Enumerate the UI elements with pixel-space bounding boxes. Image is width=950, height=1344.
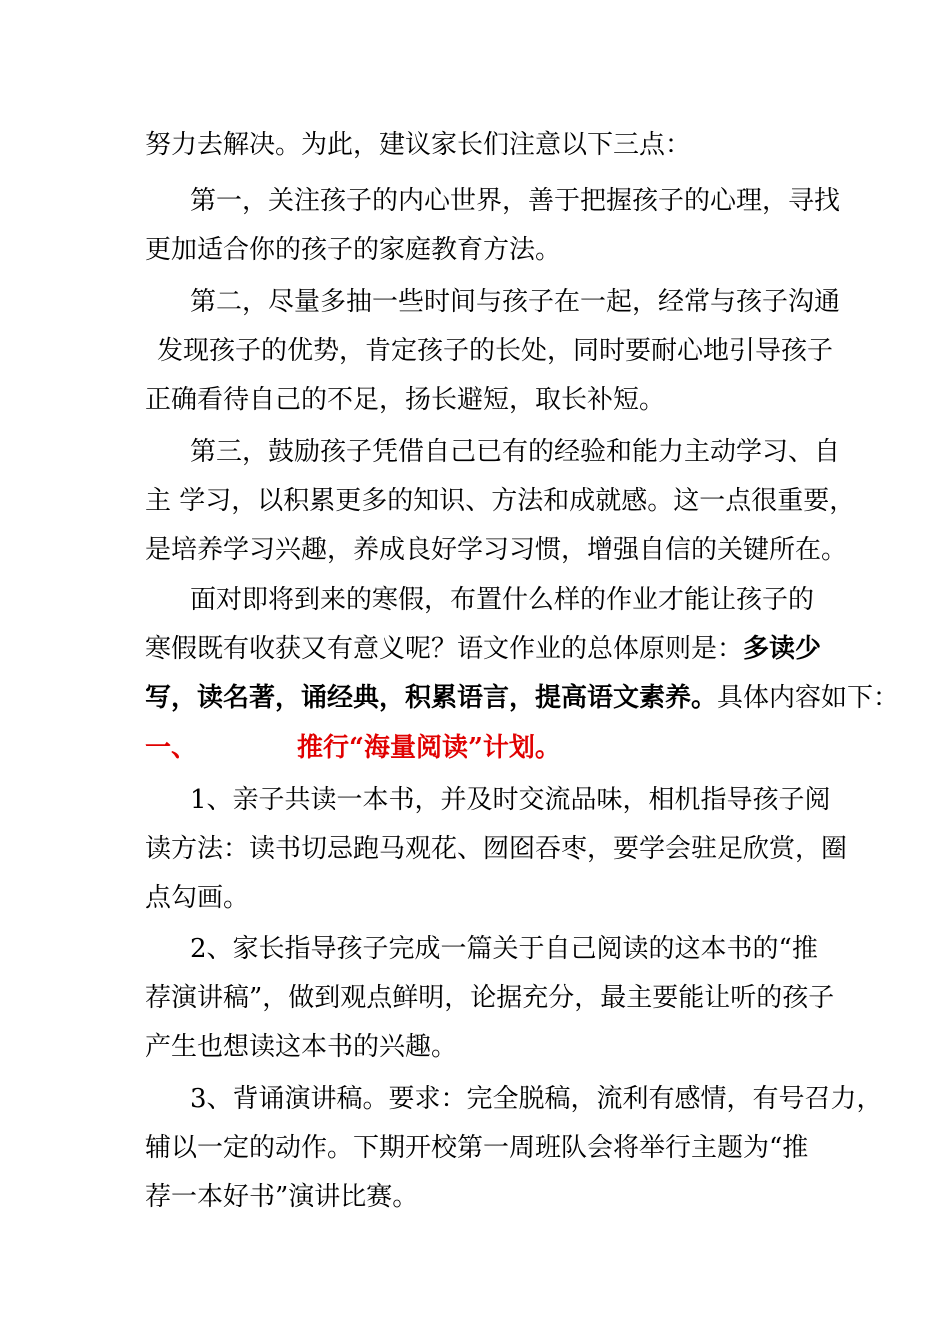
- paragraph-line: 读方法：读书切忌跑马观花、囫囵吞枣，要学会驻足欣赏，圈: [145, 834, 848, 864]
- paragraph-line: 3、背诵演讲稿。要求：完全脱稿，流利有感情，有号召力，: [190, 1084, 883, 1114]
- paragraph-line: 正确看待自己的不足，扬长避短，取长补短。: [145, 385, 666, 415]
- text-normal: 寒假既有收获又有意义呢？语文作业的总体原则是：: [145, 634, 744, 664]
- paragraph-line: 第一，关注孩子的内心世界，善于把握孩子的心理，寻找: [190, 186, 841, 216]
- paragraph-line: 2、家长指导孩子完成一篇关于自己阅读的这本书的“推: [190, 934, 818, 964]
- paragraph-line: 点勾画。: [145, 883, 250, 913]
- text-bold: 写，读名著，诵经典，积累语言，提高语文素养。: [145, 683, 718, 713]
- paragraph-line: 是培养学习兴趣，养成良好学习习惯，增强自信的关键所在。: [145, 535, 848, 565]
- paragraph-line: 辅以一定的动作。下期开校第一周班队会将举行主题为“推: [145, 1133, 809, 1163]
- paragraph-line: 1、亲子共读一本书，并及时交流品味，相机指导孩子阅: [190, 785, 831, 815]
- paragraph-line: 主 学习，以积累更多的知识、方法和成就感。这一点很重要，: [145, 486, 856, 516]
- section-title: 推行“海量阅读”计划。: [297, 733, 561, 763]
- paragraph-line: 面对即将到来的寒假，布置什么样的作业才能让孩子的: [190, 585, 815, 615]
- text-normal: 具体内容如下：: [717, 683, 900, 713]
- paragraph-line: 努力去解决。为此，建议家长们注意以下三点：: [145, 130, 692, 160]
- paragraph-line: [145, 631, 825, 667]
- paragraph-line: 更加适合你的孩子的家庭教育方法。: [145, 235, 562, 265]
- paragraph-line: 第三，鼓励孩子凭借自己已有的经验和能力主动学习、自: [190, 437, 841, 467]
- paragraph-line: 第二，尽量多抽一些时间与孩子在一起，经常与孩子沟通: [190, 287, 841, 317]
- paragraph-line: 荐一本好书”演讲比赛。: [145, 1182, 419, 1212]
- text-bold: 多读少: [743, 634, 822, 664]
- paragraph-line: 发现孩子的优势，肯定孩子的长处，同时要耐心地引导孩子: [157, 336, 834, 366]
- paragraph-line: [145, 680, 900, 716]
- paragraph-line: 荐演讲稿”，做到观点鲜明，论据充分，最主要能让听的孩子: [145, 983, 835, 1013]
- section-number: 一、: [145, 733, 198, 763]
- paragraph-line: 产生也想读这本书的兴趣。: [145, 1032, 458, 1062]
